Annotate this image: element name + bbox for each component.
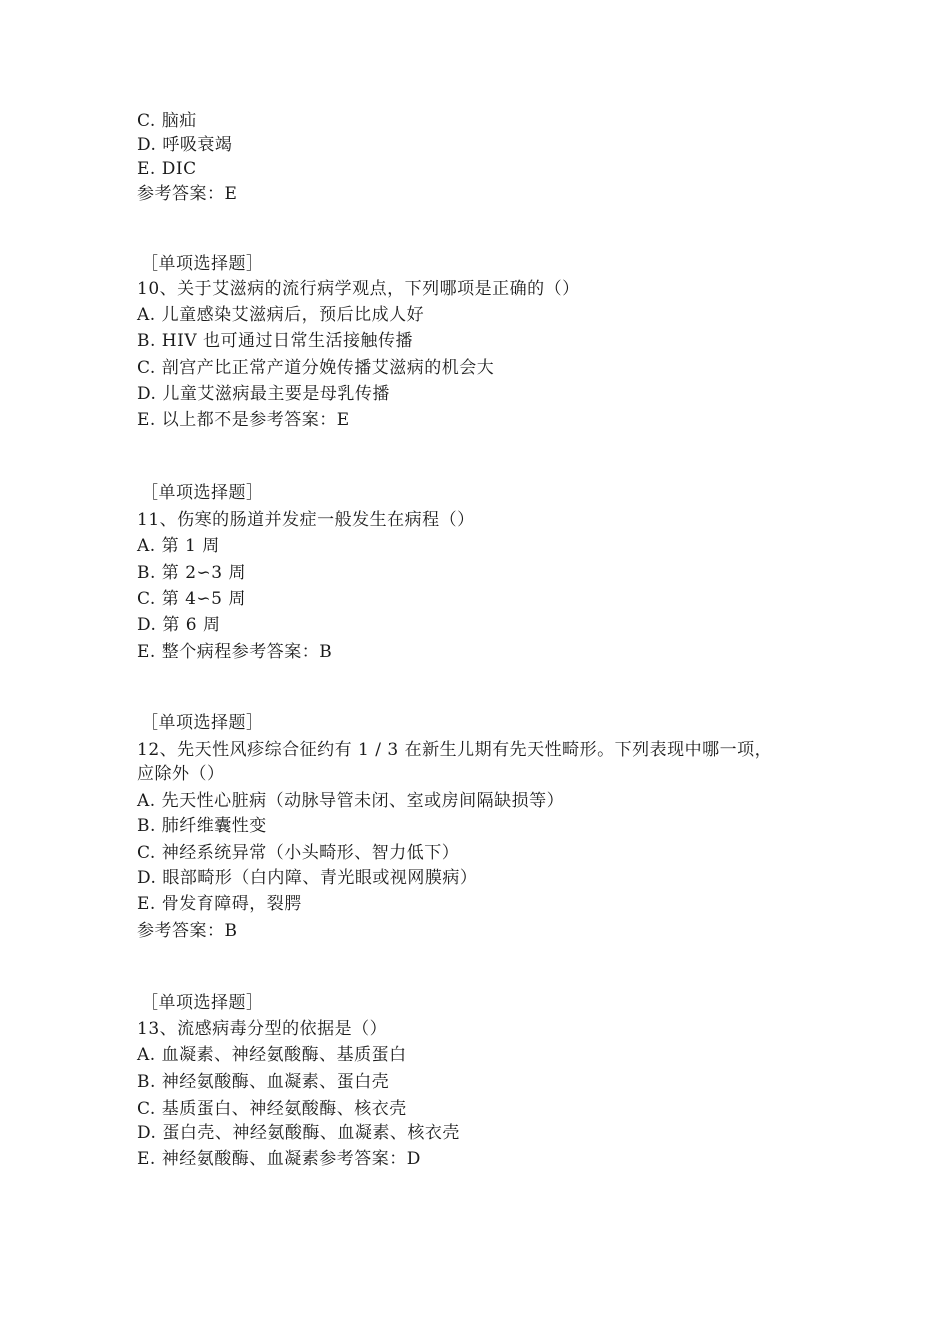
option-answer-line: E. 神经氨酸酶、血凝素参考答案：D [137, 1149, 421, 1169]
option-answer-line: E. 以上都不是参考答案：E [137, 410, 350, 430]
question-stem: 11、伤寒的肠道并发症一般发生在病程（） [137, 510, 475, 530]
answer-line: 参考答案：E [137, 184, 238, 204]
option-line: B. 肺纤维囊性变 [137, 816, 267, 836]
option-line: C. 剖宫产比正常产道分娩传播艾滋病的机会大 [137, 358, 495, 378]
option-line: B. 神经氨酸酶、血凝素、蛋白壳 [137, 1072, 390, 1092]
option-line: B. HIV 也可通过日常生活接触传播 [137, 331, 414, 351]
question-type-tag: ［单项选择题］ [141, 993, 264, 1013]
option-line: C. 基质蛋白、神经氨酸酶、核衣壳 [137, 1099, 407, 1119]
option-line: A. 儿童感染艾滋病后，预后比成人好 [137, 305, 425, 325]
question-stem: 13、流感病毒分型的依据是（） [137, 1019, 388, 1039]
option-line: E. 骨发育障碍，裂腭 [137, 894, 302, 914]
option-line: C. 第 4∽5 周 [137, 589, 246, 609]
option-line: C. 脑疝 [137, 111, 197, 131]
option-line: D. 呼吸衰竭 [137, 135, 233, 155]
question-type-tag: ［单项选择题］ [141, 483, 264, 503]
option-line: A. 血凝素、神经氨酸酶、基质蛋白 [137, 1045, 407, 1065]
question-type-tag: ［单项选择题］ [141, 713, 264, 733]
option-line: A. 先天性心脏病（动脉导管未闭、室或房间隔缺损等） [137, 791, 565, 811]
option-line: D. 儿童艾滋病最主要是母乳传播 [137, 384, 390, 404]
option-answer-line: E. 整个病程参考答案：B [137, 642, 333, 662]
option-line: D. 蛋白壳、神经氨酸酶、血凝素、核衣壳 [137, 1123, 460, 1143]
option-line: C. 神经系统异常（小头畸形、智力低下） [137, 843, 460, 863]
option-line: E. DIC [137, 159, 197, 179]
answer-line: 参考答案：B [137, 921, 238, 941]
option-line: B. 第 2∽3 周 [137, 563, 246, 583]
question-stem: 12、先天性风疹综合征约有 1 / 3 在新生儿期有先天性畸形。下列表现中哪一项， [137, 740, 773, 760]
question-stem-continued: 应除外（） [137, 764, 225, 784]
question-type-tag: ［单项选择题］ [141, 254, 264, 274]
option-line: D. 第 6 周 [137, 615, 221, 635]
option-line: D. 眼部畸形（白内障、青光眼或视网膜病） [137, 868, 478, 888]
question-stem: 10、关于艾滋病的流行病学观点，下列哪项是正确的（） [137, 279, 580, 299]
option-line: A. 第 1 周 [137, 536, 220, 556]
